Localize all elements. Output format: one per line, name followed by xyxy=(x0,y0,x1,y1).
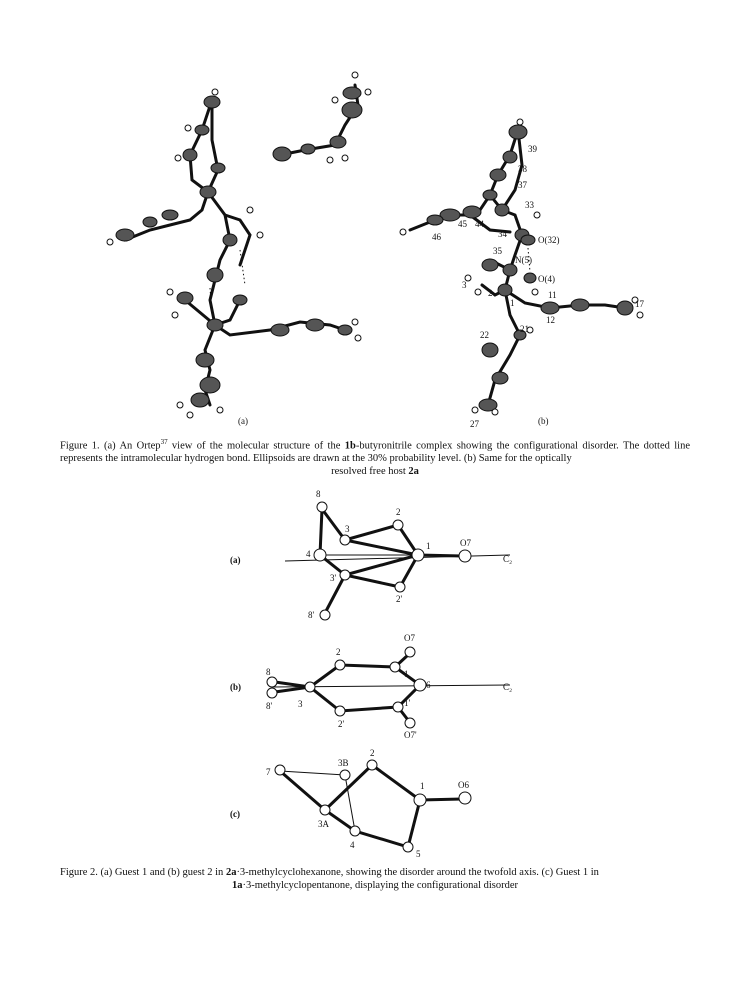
figure-1-caption-prefix: Figure 1. xyxy=(60,440,100,452)
label-2b-1p: 1' xyxy=(404,698,411,708)
figure-1 xyxy=(90,60,690,430)
label-2b-8: 8 xyxy=(266,667,271,677)
label-2c-o6: O6 xyxy=(458,780,469,790)
figure-1-caption-text2: view of the molecular structure of the xyxy=(167,440,345,452)
label-2a-4: 4 xyxy=(306,549,311,559)
label-2c-3a: 3A xyxy=(318,819,329,829)
guest-2-panel-b xyxy=(267,647,513,728)
label-2b-c2: C₂ xyxy=(503,682,513,692)
label-2b-2p: 2' xyxy=(338,719,345,729)
figure-1-caption-text3: -butyronitrile complex showing the configurational disorder. The dotted line represents the intramolecular hydrogen bond. Ellipsoids are drawn at the 30% probability level. (b) Same for the optically xyxy=(60,440,690,464)
atom-label-44: 44 xyxy=(475,219,484,229)
atom-label-17: 17 xyxy=(635,299,644,309)
panel-2a-tag: (a) xyxy=(230,555,241,565)
panel-b-label: (b) xyxy=(538,416,549,426)
label-2a-3: 3 xyxy=(345,524,350,534)
atom-label-o32: O(32) xyxy=(538,235,560,245)
figure-2-caption-text3: ·3-methylcyclopentanone, displaying the configurational disorder xyxy=(242,879,519,891)
label-2a-8p: 8' xyxy=(308,610,315,620)
panel-2b-tag: (b) xyxy=(230,682,241,692)
label-2b-3: 3 xyxy=(298,699,303,709)
atom-label-11: 11 xyxy=(548,290,557,300)
figure-2-caption-text2: ·3-methylcyclohexanone, showing the disorder around the twofold axis. (c) Guest 1 in xyxy=(236,867,599,878)
figure-1-caption-line2: resolved free host xyxy=(331,465,409,477)
atom-label-2: 2 xyxy=(488,288,493,298)
label-2b-2: 2 xyxy=(336,647,341,657)
label-2c-5: 5 xyxy=(416,849,421,859)
figure-2-caption-prefix: Figure 2. xyxy=(60,867,98,878)
panel-2c-tag: (c) xyxy=(230,809,240,819)
atom-label-37: 37 xyxy=(518,180,527,190)
atom-label-38: 38 xyxy=(518,164,527,174)
ortep-panel-a xyxy=(107,72,371,418)
atom-label-39: 39 xyxy=(528,144,537,154)
figure-2 xyxy=(0,485,744,870)
label-2c-1: 1 xyxy=(420,781,425,791)
figure-1-caption-bold2: 2a xyxy=(408,465,419,477)
atom-label-22: 22 xyxy=(480,330,489,340)
atom-label-34: 34 xyxy=(498,229,507,239)
atom-label-45: 45 xyxy=(458,219,467,229)
figure-2-caption-bold1: 2a xyxy=(225,867,237,878)
guest-1-panel-c xyxy=(275,760,471,852)
label-2c-3b: 3B xyxy=(338,758,349,768)
label-2c-7: 7 xyxy=(266,767,271,777)
atom-label-35: 35 xyxy=(493,246,502,256)
panel-a-label: (a) xyxy=(238,416,248,426)
label-2a-1: 1 xyxy=(426,541,431,551)
label-2b-o7p: O7' xyxy=(404,730,417,740)
label-2a-3p: 3' xyxy=(330,573,337,583)
atom-label-12: 12 xyxy=(546,315,555,325)
label-2a-2: 2 xyxy=(396,507,401,517)
figure-2-caption xyxy=(60,867,690,892)
label-2b-1: 1 xyxy=(404,669,409,679)
atom-label-3: 3 xyxy=(462,280,467,290)
figure-2-caption-text1: (a) Guest 1 and (b) guest 2 in xyxy=(97,867,226,878)
label-2c-2: 2 xyxy=(370,748,375,758)
atom-label-33: 33 xyxy=(525,200,534,210)
label-2b-6: 6 xyxy=(426,680,431,690)
label-2c-4: 4 xyxy=(350,840,355,850)
figure-1-caption-sup: 37 xyxy=(160,438,168,446)
label-2a-2p: 2' xyxy=(396,594,403,604)
figure-1-caption-bold1: 1b xyxy=(344,440,356,452)
atom-label-27: 27 xyxy=(470,419,479,429)
label-2b-8p: 8' xyxy=(266,701,273,711)
label-2a-c2: C₂ xyxy=(503,554,513,564)
label-2b-o7: O7 xyxy=(404,633,415,643)
atom-label-21: 21 xyxy=(520,324,529,334)
atom-label-1: 1 xyxy=(510,298,515,308)
figure-2-caption-bold2: 1a xyxy=(231,879,243,891)
figure-1-caption-text1: (a) An Ortep xyxy=(99,440,161,452)
label-2a-o7: O7 xyxy=(460,538,471,548)
atom-label-46: 46 xyxy=(432,232,441,242)
atom-label-o4: O(4) xyxy=(538,274,555,284)
atom-label-n5: N(5) xyxy=(515,255,532,265)
label-2a-8: 8 xyxy=(316,489,321,499)
figure-1-caption xyxy=(60,436,690,478)
